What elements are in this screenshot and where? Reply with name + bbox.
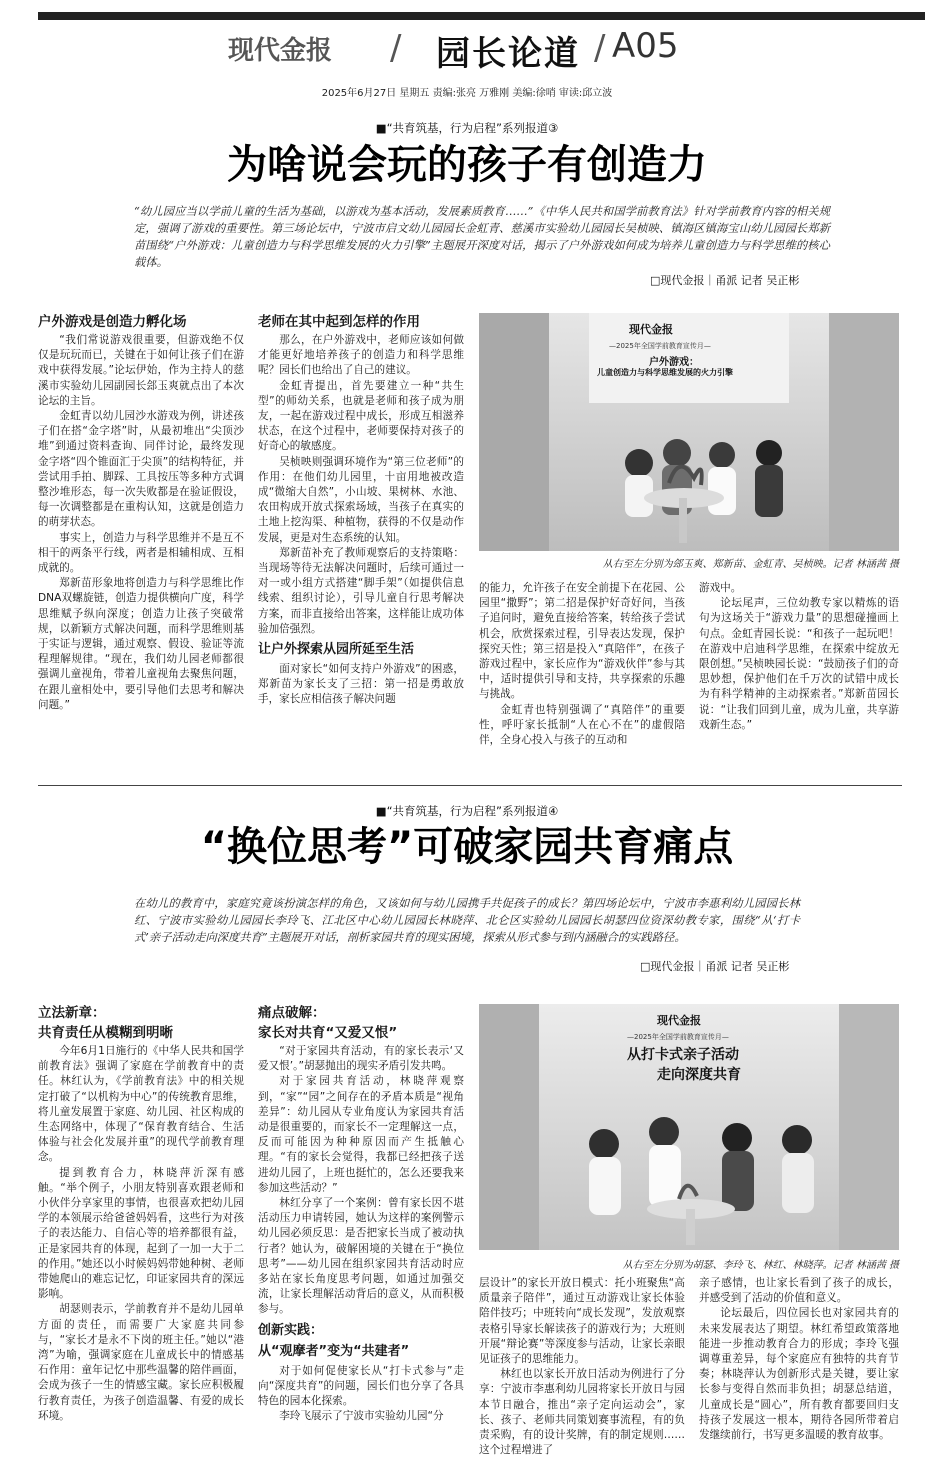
- subheading: 从“观摩者”变为“共建者”: [258, 1343, 410, 1359]
- masthead-separator: /: [594, 28, 606, 68]
- article1-photo: [479, 313, 899, 551]
- photo-brand: 现代金报: [629, 323, 673, 336]
- paragraph: 亲子感情，也让家长看到了孩子的成长，并感受到了活动的价值和意义。: [699, 1277, 899, 1305]
- subheading: 立法新章：: [38, 1005, 106, 1021]
- top-rule: [38, 12, 925, 20]
- photo-brand: 现代金报: [657, 1014, 701, 1027]
- article1-byline: □现代金报｜甬派 记者 吴正彬: [650, 274, 800, 287]
- article1-photo-caption: 从右至左分别为郐玉爽、郑新苗、金虹青、吴桢映。记者 林涵茜 摄: [602, 559, 899, 570]
- paragraph: 提到教育合力，林晓萍沂深有感触。“举个例子，小朋友特别喜欢跟老师和小伙伴分享家里的事情，也很喜欢把幼儿园学的本领展示给爸爸妈妈看，这些行为对孩子的表达能力、自信心等的培养都很有益，正是家园共育的体现，起到了一加一大于二的作用。”她还以小时候妈妈带她种树、老师带她爬山的难忘记忆，印证家园共育的深远影响。: [38, 1166, 244, 1301]
- article2-photo: [479, 1004, 899, 1250]
- paragraph: 林红分享了一个案例：曾有家长因不堪活动压力申请转园，她认为这样的案例警示幼儿园必须反思：是否把家长当成了被动执行者？她认为，破解困境的关键在于“换位思考”——幼儿园在组织家园共育活动时应多站在家长角度思考问题，如通过加强交流，让家长理解活动背后的意义，从而积极参与。: [258, 1197, 464, 1316]
- paragraph: 事实上，创造力与科学思维并不是互不相干的两条平行线，两者是相辅相成、互相成就的。: [38, 531, 244, 575]
- paper-name: 现代金报: [228, 36, 333, 66]
- paragraph: “我们常说游戏很重要，但游戏绝不仅仅是玩玩而已，关键在于如何让孩子们在游戏中获得发展。”论坛伊始，作为主持人的慈溪市实验幼儿园副园长郐玉爽就点出了本次论坛的主旨。: [38, 334, 244, 407]
- subheading: 家长对共育“又爱又恨”: [258, 1025, 398, 1041]
- paragraph: 对于家园共育活动，林晓萍观察到，“家”“园”之间存在的矛盾本质是“视角差异”：幼儿园从专业角度认为家园共育活动是很重要的，而家长不一定理解这一点，反而可能因为种种原因而产生抵触心理。“有的家长会觉得，我都已经把孩子送进幼儿园了，上班也挺忙的，怎么还要我来参加这些活动？”: [258, 1075, 464, 1194]
- subheading: 共育责任从模糊到明晰: [38, 1025, 173, 1041]
- paragraph: 游戏中。: [699, 582, 742, 594]
- paragraph: 的能力，允许孩子在安全前提下在花园、公园里“撒野”；第二招是保护好奇好问，当孩子追问时，避免直接给答案，转给孩子尝试机会，欣赏探索过程，引导表达发现，保护探究天性；第三招是投入“真陪伴”，在孩子游戏过程中，家长应作为“游戏伙伴”参与其中，适时提供引导和支持，共享探索的乐趣与挑战。: [479, 582, 685, 701]
- article-divider: [38, 785, 902, 786]
- paragraph: 郑新苗形象地将创造力与科学思维比作DNA双螺旋链，创造力提供横向广度，科学思维赋予纵向深度；创造力让孩子突破常规，以新颖方式解决问题，而科学思维则基于实证与逻辑，通过观察、假设、验证等流程理解规律。“现在，我们幼儿园老师都很强调儿童视角，带着儿童视角去聚焦问题，在跟儿童相处中，要引导他们去思考和解决问题。”: [38, 577, 244, 711]
- article2-intro: 在幼儿的教育中，家庭究竟该扮演怎样的角色，又该如何与幼儿园携手共促孩子的成长？第四场论坛中，宁波市李惠利幼儿园园长林红、宁波市实验幼儿园园长李玲飞、江北区中心幼儿园园长林晓萍、北仑区实验幼儿园园长胡瑟四位资深幼教专家，围绕“从‘打卡式’亲子活动走向深度共育”主题展开对话，剖析家园共育的现实困境，探索从形式参与到内涵融合的实践路径。: [134, 897, 800, 944]
- masthead-separator: /: [390, 28, 402, 68]
- article2-column-2: [258, 1004, 464, 1472]
- article2-column-1: [38, 1004, 244, 1472]
- subheading: 户外游戏是创造力孵化场: [38, 314, 187, 330]
- article1-column-1: [38, 313, 244, 778]
- subheading: 痛点破解：: [258, 1005, 326, 1021]
- article2-headline: “换位思考”可破家园共育痛点: [200, 824, 734, 870]
- paragraph: 胡瑟则表示，学前教育并不是幼儿园单方面的责任，而需要广大家庭共同参与，“家长才是永不下岗的班主任。”她以“港湾”为喻，强调家庭在儿童成长中的情感基石作用：童年记忆中那些温馨的陪伴画面，会成为孩子一生的情感宝藏。家长应积极履行教育责任，为孩子创造温馨、有爱的成长环境。: [38, 1303, 244, 1422]
- photo-topic-line2: 走向深度共育: [657, 1067, 741, 1083]
- masthead: [38, 22, 925, 80]
- paragraph: 今年6月1日施行的《中华人民共和国学前教育法》强调了家庭在学前教育中的责任。林红认为，《学前教育法》中的相关规定打破了“以机构为中心”的传统教育思维，将儿童发展置于家庭、幼儿园、社区构成的生态网络中，体现了“保育教育结合、生活体验与社会化发展并重”的现代学前教育理念。: [38, 1045, 244, 1164]
- paragraph: 李玲飞展示了宁波市实验幼儿园“分: [279, 1410, 444, 1423]
- issue-meta: 2025年6月27日 星期五 责编:张亮 万雅刚 美编:徐哨 审读:邱立波: [321, 88, 613, 99]
- paragraph: 论坛尾声，三位幼教专家以精炼的语句为这场关于“游戏力量”的思想碰撞画上句点。金虹青园长说：“和孩子一起玩吧！在游戏中启迪科学思维，在探索中绽放无限创想。”吴桢映园长说：“鼓励孩子们的奇思妙想，保护他们在千万次的试错中成长为有科学精神的主动探索者。”郑新苗园长说：“让我们回到儿童，成为儿童，共享游戏新生态。”: [699, 597, 899, 731]
- paragraph: 面对家长“如何支持户外游戏”的困惑，郑新苗为家长支了三招：第一招是勇敢放手，家长应相信孩子解决问题: [258, 663, 464, 706]
- paragraph: 对于如何促使家长从“打卡式参与”走向“深度共育”的问题，园长们也分享了各具特色的园本化探索。: [258, 1364, 464, 1408]
- paragraph: 那么，在户外游戏中，老师应该如何做才能更好地培养孩子的创造力和科学思维呢？园长们也给出了自己的建议。: [258, 334, 464, 377]
- paragraph: 金虹青提出，首先要建立一种“共生型”的师幼关系，也就是老师和孩子成为朋友，一起在游戏过程中成长，形成互相滋养状态，在这个过程中，老师要保持对孩子的好奇心的敏感度。: [258, 379, 464, 453]
- article2-column-4: [699, 1276, 899, 1472]
- section-name: 园长论道: [436, 34, 580, 74]
- page-number: A05: [612, 26, 679, 66]
- photo-topic-line1: 户外游戏：: [649, 357, 699, 368]
- subheading: 老师在其中起到怎样的作用: [258, 314, 420, 330]
- article2-column-3: [479, 1276, 685, 1472]
- paragraph: 林红也以家长开放日活动为例进行了分享：宁波市李惠利幼儿园将家长开放日与园本节日融合，推出“亲子定向运动会”，家长、孩子、老师共同策划赛事流程，有的负责采购，有的设计奖牌，有的制定规则……这个过程增进了: [479, 1368, 685, 1457]
- photo-event: —2025年全国学前教育宣传月—: [627, 1033, 729, 1041]
- paragraph: 论坛最后，四位园长也对家园共育的未来发展表达了期望。林红希望政策落地能进一步推动教育合力的形成；李玲飞强调尊重差异，每个家庭应有独特的共育节奏；林晓萍认为创新形式是关键，要让家长参与变得自然而非负担；胡瑟总结道，儿童成长是“圆心”，所有教育都要回归支持孩子发展这一根本，期待各园所带着启发继续前行，书写更多温暖的教育故事。: [699, 1307, 899, 1442]
- paragraph: 吴桢映则强调环境作为“第三位老师”的作用：在他们幼儿园里，十亩用地被改造成“微缩大自然”，小山坡、果树林、水池、农田构成开放式探索场域，当孩子在真实的土地上挖沟渠、种植物，获得的不仅是动作发展，更是对生态系统的认知。: [258, 455, 464, 544]
- article2-byline: □现代金报｜甬派 记者 吴正彬: [640, 960, 790, 973]
- article1-column-2: [258, 313, 464, 778]
- article2-photo-caption: 从右至左分别为胡瑟、李玲飞、林红、林晓萍。记者 林涵茜 摄: [622, 1260, 899, 1271]
- article1-intro: “幼儿园应当以学前儿童的生活为基础，以游戏为基本活动，发展素质教育……”《中华人民共和国学前教育法》针对学前教育内容的相关规定，强调了游戏的重要性。第三场论坛中，宁波市启文幼儿园园长金虹青、慈溪市实验幼儿园园长吴桢映、镇海区镇海宝山幼儿园园长郑新苗围绕“户外游戏：儿童创造力与科学思维发展的火力引擎”主题展开深度对话，揭示了户外游戏如何成为培养儿童创造力与科学思维的核心载体。: [134, 205, 830, 269]
- paragraph: “对于家园共育活动，有的家长表示‘又爱又恨’。”胡瑟抛出的现实矛盾引发共鸣。: [258, 1045, 464, 1073]
- article1-column-4: [699, 581, 899, 778]
- article1-headline: 为啥说会玩的孩子有创造力: [227, 142, 707, 188]
- photo-topic-line2: 儿童创造力与科学思维发展的火力引擎: [597, 368, 733, 377]
- article1-column-3: [479, 581, 685, 778]
- paragraph: 金虹青也特别强调了“真陪伴”的重要性，呼吁家长抵制“人在心不在”的虚假陪伴，全身心投入与孩子的互动和: [479, 703, 685, 747]
- paragraph: 金虹青以幼儿园沙水游戏为例，讲述孩子们在搭“金字塔”时，从最初堆出“尖顶沙堆”到通过资料查询、同伴讨论，最终发现金字塔“四个锥面汇于尖顶”的结构特征，并尝试用手拍、脚踩、工具按压等多种方式调整沙堆形态，每一次失败都是在验证假设，每一次调整都是在重构认知，这就是创造力的萌芽状态。: [38, 410, 244, 529]
- series-label-3: ■“共育筑基，行为启程”系列报道③: [375, 121, 559, 135]
- series-label-4: ■“共育筑基，行为启程”系列报道④: [375, 804, 559, 818]
- subheading: 创新实践：: [258, 1322, 324, 1338]
- subheading: 让户外探索从园所延至生活: [258, 642, 415, 658]
- photo-topic-line1: 从打卡式亲子活动: [627, 1047, 739, 1063]
- paragraph: 层设计”的家长开放日模式：托小班聚焦“高质量亲子陪伴”，通过互动游戏让家长体验陪伴技巧；中班转向“成长发现”，发放观察表格引导家长解读孩子的游戏行为；大班则开展“辩论赛”等深度参与活动，让家长亲眼见证孩子的思维能力。: [479, 1277, 685, 1366]
- photo-event: —2025年全国学前教育宣传月—: [609, 342, 711, 350]
- paragraph: 郑新苗补充了教师观察后的支持策略：当现场等待无法解决问题时，后续可通过一对一或小组方式搭建“脚手架”（如提供信息线索、组织讨论），引导儿童自行思考解决方案，而非直接给出答案，这样能让成功体验加倍强烈。: [258, 546, 464, 635]
